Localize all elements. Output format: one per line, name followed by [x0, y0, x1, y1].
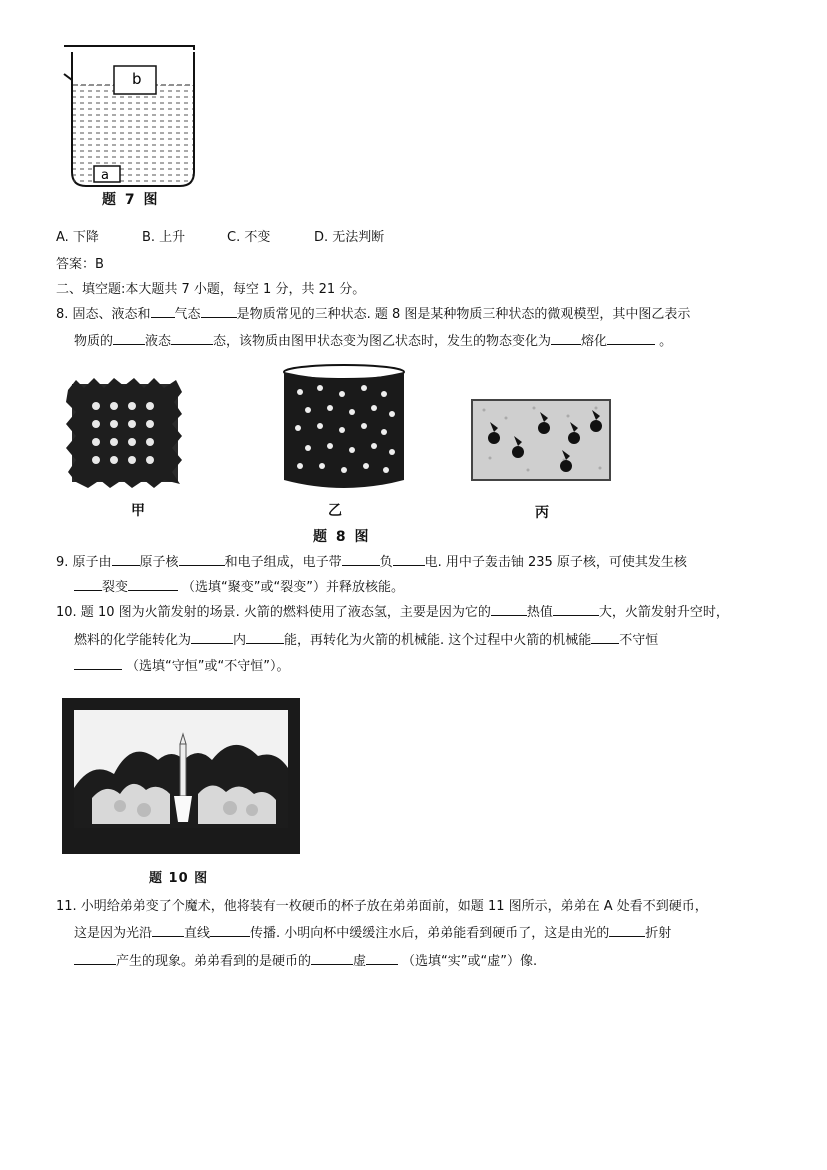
q11-line-1: 11. 小明给弟弟变了个魔术，他将装有一枚硬币的杯子放在弟弟面前，如题 11 图所示，弟弟在 A 处看不到硬币， [56, 899, 708, 914]
figure-8-solid-jia [64, 376, 186, 490]
label-b: b [132, 70, 142, 88]
figure-8-gas-bing [470, 398, 612, 482]
option-b: B. 上升 [142, 230, 186, 245]
figure-10-caption: 题 10 图 [149, 871, 209, 886]
figure-8-liquid-yi [280, 362, 408, 492]
q9-line-2: 裂变 （选填“聚变”或“裂变”）并释放核能。 [74, 579, 404, 597]
label-a: a [101, 168, 109, 183]
answer-7: 答案：B [56, 257, 104, 272]
q8-line-2: 物质的 液态 态，该物质由图甲状态变为图乙状态时，发生的物态变化为 熔化 。 [74, 334, 673, 349]
figure-10-rocket-launch [62, 698, 300, 854]
figure-8-caption: 题 8 图 [313, 529, 371, 545]
q11-line-2: 这是因为光沿 直线 传播. 小明向杯中缓缓注水后，弟弟能看到硬币了，这是由光的 折射 [74, 926, 672, 941]
label-bing: 丙 [535, 505, 551, 521]
q9-line-1: 9. 原子由 原子核 和电子组成，电子带 负 电. 用中子轰击铀 235 原子核，可使其发生核 [56, 555, 687, 570]
label-yi: 乙 [328, 503, 344, 519]
figure-7-beaker [56, 40, 206, 188]
q8-line-1: 8. 固态、液态和 气态 是物质常见的三种状态. 题 8 图是某种物质三种状态的微观模型，其中图乙表示 [56, 307, 691, 322]
q11-line-3: 产生的现象。弟弟看到的是硬币的 虚 （选填“实”或“虚”）像. [74, 953, 537, 971]
q10-line-3: （选填“守恒”或“不守恒”）。 [74, 658, 289, 676]
figure-7-caption: 题 7 图 [102, 192, 160, 208]
label-jia: 甲 [131, 503, 147, 519]
q10-line-1: 10. 题 10 图为火箭发射的场景. 火箭的燃料使用了液态氢，主要是因为它的 热值 大，火箭发射升空时， [56, 605, 729, 620]
option-a: A. 下降 [56, 230, 99, 245]
q10-line-2: 燃料的化学能转化为 内 能，再转化为火箭的机械能. 这个过程中火箭的机械能 不守恒 [74, 633, 659, 648]
option-c: C. 不变 [227, 230, 271, 245]
section-2-heading: 二、填空题:本大题共 7 小题，每空 1 分，共 21 分。 [56, 282, 366, 297]
option-d: D. 无法判断 [314, 230, 385, 245]
